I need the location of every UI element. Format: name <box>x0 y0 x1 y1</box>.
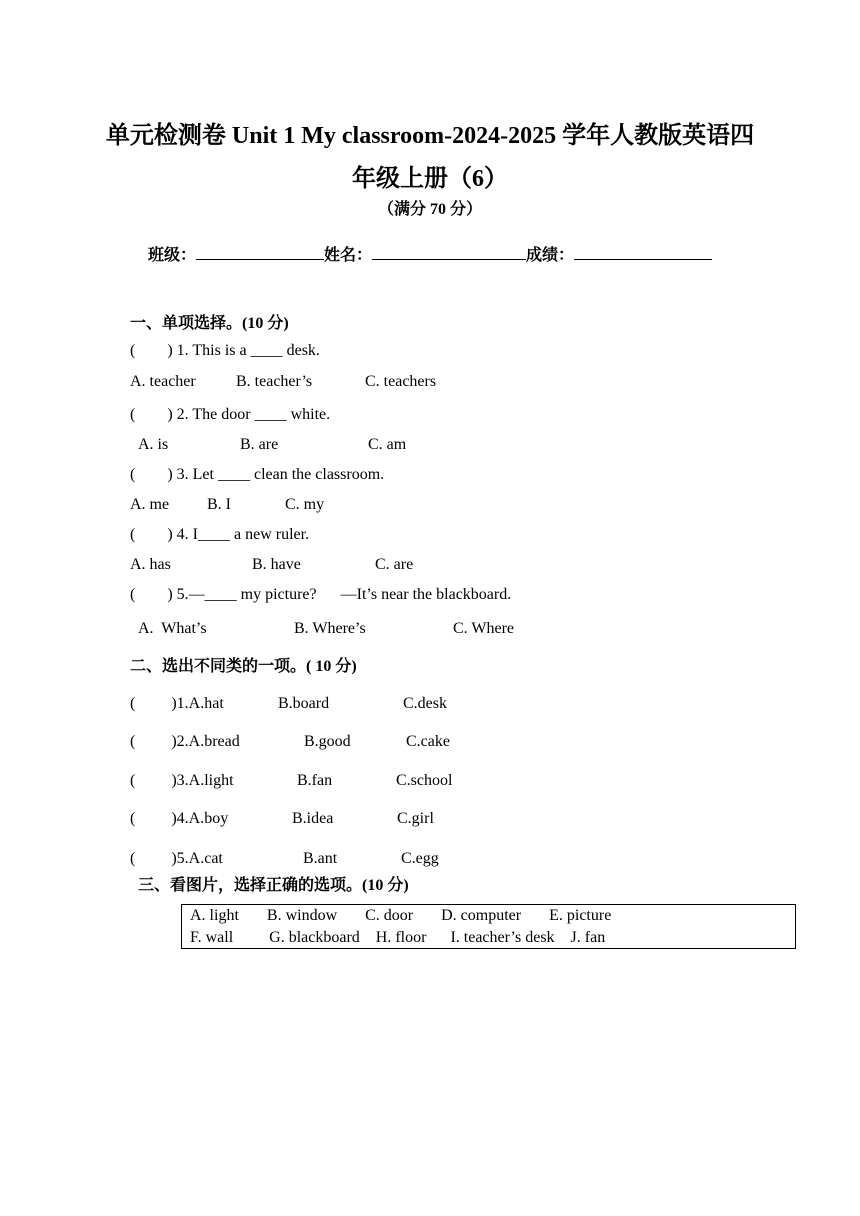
odd-item-2-c: C.cake <box>406 733 450 750</box>
word-bank-row-2: F. wall G. blackboard H. floor I. teacher’s desk J. fan <box>190 929 606 946</box>
class-blank[interactable] <box>196 245 324 260</box>
odd-item-5: ( )5.A.cat <box>130 850 223 867</box>
q5-stem: ( ) 5.—____ my picture? —It’s near the blackboard. <box>130 586 512 603</box>
student-info-row <box>148 242 712 265</box>
word-bank-box <box>181 904 796 949</box>
grade-blank[interactable] <box>574 245 712 260</box>
odd-item-3-c: C.school <box>396 772 453 789</box>
q1-option-b: B. teacher’s <box>236 373 313 390</box>
class-label: 班级： <box>148 247 197 264</box>
odd-item-4-b: B.idea <box>292 810 334 827</box>
odd-item-2-b: B.good <box>304 733 351 750</box>
q4-option-c: C. are <box>375 556 414 573</box>
q5-option-c: C. Where <box>453 620 515 637</box>
q2-option-a: A. is <box>138 436 169 453</box>
section-2-heading: 二、选出不同类的一项。( 10 分) <box>130 658 357 675</box>
odd-item-5-c: C.egg <box>401 850 439 867</box>
odd-item-5-b: B.ant <box>303 850 338 867</box>
section-3-heading: 三、看图片，选择正确的选项。(10 分) <box>138 877 409 894</box>
name-blank[interactable] <box>372 245 526 260</box>
q1-option-c: C. teachers <box>365 373 437 390</box>
q5-option-b: B. Where’s <box>294 620 366 637</box>
q4-option-a: A. has <box>130 556 171 573</box>
q3-option-b: B. I <box>207 496 231 513</box>
odd-item-4: ( )4.A.boy <box>130 810 229 827</box>
q4-option-b: B. have <box>252 556 301 573</box>
q2-stem: ( ) 2. The door ____ white. <box>130 406 331 423</box>
section-1-heading: 一、单项选择。(10 分) <box>130 315 289 332</box>
odd-item-1-b: B.board <box>278 695 330 712</box>
q1-stem: ( ) 1. This is a ____ desk. <box>130 342 320 359</box>
odd-item-3: ( )3.A.light <box>130 772 234 789</box>
odd-item-3-b: B.fan <box>297 772 333 789</box>
q1-option-a: A. teacher <box>130 373 196 390</box>
q5-option-a: A. What’s <box>138 620 207 637</box>
name-label: 姓名： <box>324 247 373 264</box>
odd-item-1-c: C.desk <box>403 695 447 712</box>
score-note: （满分 70 分） <box>377 201 482 218</box>
q2-option-c: C. am <box>368 436 407 453</box>
odd-item-4-c: C.girl <box>397 810 434 827</box>
title-line-1: 单元检测卷 Unit 1 My classroom-2024-2025 学年人教版英语四 <box>105 123 755 149</box>
q2-option-b: B. are <box>240 436 279 453</box>
odd-item-1: ( )1.A.hat <box>130 695 224 712</box>
q3-option-a: A. me <box>130 496 170 513</box>
q3-stem: ( ) 3. Let ____ clean the classroom. <box>130 466 385 483</box>
odd-item-2: ( )2.A.bread <box>130 733 240 750</box>
q4-stem: ( ) 4. I____ a new ruler. <box>130 526 310 543</box>
q3-option-c: C. my <box>285 496 325 513</box>
title-line-2: 年级上册（6） <box>352 166 508 192</box>
word-bank-row-1: A. light B. window C. door D. computer E. picture <box>190 907 612 924</box>
grade-label: 成绩： <box>526 247 575 264</box>
